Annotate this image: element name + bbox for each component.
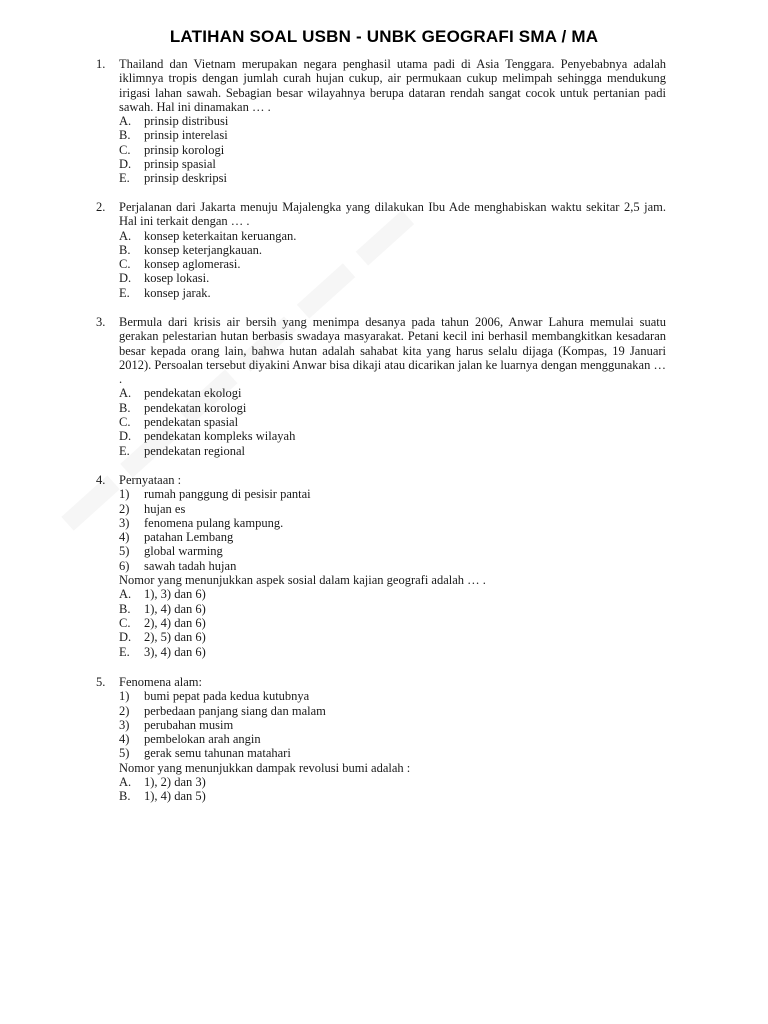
option-letter: B. (119, 400, 131, 415)
option-text: pendekatan ekologi (144, 386, 242, 401)
question-prompt: Nomor yang menunjukkan aspek sosial dalam kajian geografi adalah … . (119, 573, 486, 588)
statement-number: 5) (119, 746, 130, 761)
option-letter: E. (119, 171, 130, 186)
answer-option (119, 171, 666, 185)
option-text: pendekatan regional (144, 443, 245, 458)
statement-item (119, 502, 666, 516)
question-number: 2. (96, 200, 106, 214)
answer-option (119, 157, 666, 171)
option-text: 1), 4) dan 6) (144, 601, 206, 616)
option-text: 1), 4) dan 5) (144, 789, 206, 804)
statement-text: rumah panggung di pesisir pantai (144, 487, 311, 502)
question-number: 1. (96, 57, 106, 71)
answer-option (119, 616, 666, 630)
option-letter: A. (119, 587, 132, 602)
statement-number: 5) (119, 544, 130, 559)
answer-option (119, 243, 666, 257)
answer-option (119, 444, 666, 458)
statement-item (119, 718, 666, 732)
question-stem: Perjalanan dari Jakarta menuju Majalengka yang dilakukan Ibu Ade menghabiskan waktu sekitar 2,5 jam. Hal ini terkait dengan … . (119, 200, 666, 229)
answer-option (119, 271, 666, 285)
statement-number: 1) (119, 689, 130, 704)
question-number: 3. (96, 315, 106, 329)
answer-option (119, 630, 666, 644)
option-letter: A. (119, 114, 132, 129)
question-number: 5. (96, 675, 106, 689)
option-text: kosep lokasi. (144, 271, 210, 286)
option-letter: D. (119, 630, 132, 645)
option-text: prinsip deskripsi (144, 171, 227, 186)
answer-option (119, 429, 666, 443)
question-number: 4. (96, 473, 106, 487)
option-letter: B. (119, 128, 131, 143)
question-prompt: Nomor yang menunjukkan dampak revolusi bumi adalah : (119, 760, 411, 775)
answer-option (119, 415, 666, 429)
option-letter: A. (119, 775, 132, 790)
option-letter: C. (119, 142, 131, 157)
option-text: 1), 2) dan 3) (144, 775, 206, 790)
option-letter: B. (119, 601, 131, 616)
statement-number: 1) (119, 487, 130, 502)
statement-text: pembelokan arah angin (144, 732, 261, 747)
statement-number: 6) (119, 558, 130, 573)
option-text: pendekatan spasial (144, 415, 239, 430)
statement-number: 3) (119, 515, 130, 530)
option-letter: D. (119, 157, 132, 172)
option-letter: A. (119, 228, 132, 243)
statement-text: hujan es (144, 501, 186, 516)
option-text: prinsip interelasi (144, 128, 228, 143)
question-4 (96, 473, 666, 659)
option-text: 2), 4) dan 6) (144, 615, 206, 630)
answer-option (119, 789, 666, 803)
answer-option (119, 128, 666, 142)
option-letter: E. (119, 443, 130, 458)
option-letter: D. (119, 429, 132, 444)
option-text: 3), 4) dan 6) (144, 644, 206, 659)
statement-text: global warming (144, 544, 223, 559)
option-letter: B. (119, 242, 131, 257)
statement-item (119, 487, 666, 501)
statement-text: patahan Lembang (144, 530, 234, 545)
option-text: prinsip korologi (144, 142, 225, 157)
statement-text: fenomena pulang kampung. (144, 515, 284, 530)
option-text: prinsip spasial (144, 157, 216, 172)
statement-number: 3) (119, 717, 130, 732)
question-intro: Fenomena alam: (119, 675, 202, 689)
statement-text: perbedaan panjang siang dan malam (144, 703, 326, 718)
question-3 (96, 315, 666, 458)
statement-number: 4) (119, 732, 130, 747)
statement-number: 2) (119, 703, 130, 718)
option-text: konsep jarak. (144, 285, 211, 300)
statement-number: 4) (119, 530, 130, 545)
answer-option (119, 257, 666, 271)
option-text: pendekatan korologi (144, 400, 247, 415)
statement-item (119, 732, 666, 746)
page-title: LATIHAN SOAL USBN - UNBK GEOGRAFI SMA / MA (169, 27, 599, 46)
statement-item (119, 689, 666, 703)
option-text: prinsip distribusi (144, 114, 229, 129)
question-2 (96, 200, 666, 300)
answer-option (119, 602, 666, 616)
question-stem: Thailand dan Vietnam merupakan negara penghasil utama padi di Asia Tenggara. Penyebabnya adalah iklimnya tropis dengan jumlah curah hujan cukup, air permukaan cukup melimpah sehingga mendukung irigasi lahan sawah. Sebagian besar wilayahnya berupa dataran rendah sangat cocok untuk pertanian padi sawah. Hal ini dinamakan … . (119, 57, 666, 114)
option-letter: E. (119, 644, 130, 659)
answer-option (119, 229, 666, 243)
statement-item (119, 516, 666, 530)
option-letter: C. (119, 257, 131, 272)
answer-option (119, 114, 666, 128)
option-text: pendekatan kompleks wilayah (144, 429, 296, 444)
answer-option (119, 386, 666, 400)
answer-option (119, 143, 666, 157)
option-letter: B. (119, 789, 131, 804)
statement-item (119, 704, 666, 718)
answer-option (119, 775, 666, 789)
option-letter: C. (119, 415, 131, 430)
statement-text: perubahan musim (144, 717, 234, 732)
option-text: konsep keterjangkauan. (144, 242, 263, 257)
option-text: 2), 5) dan 6) (144, 630, 206, 645)
statement-text: bumi pepat pada kedua kutubnya (144, 689, 310, 704)
question-5 (96, 675, 666, 804)
question-1 (96, 57, 666, 186)
answer-option (119, 401, 666, 415)
question-stem: Bermula dari krisis air bersih yang menimpa desanya pada tahun 2006, Anwar Lahura memulai suatu gerakan pelestarian hutan berbasis swadaya masyarakat. Petani kecil ini berhasil membangkitkan kesadaran besar kepada orang lain, bahwa hutan adalah sahabat kita yang harus selalu dijaga (Kompas, 19 Januari 2012). Persoalan tersebut diyakini Anwar bisa dikaji atau dicarikan jalan ke luarnya dengan menggunakan … . (119, 315, 666, 387)
option-text: konsep aglomerasi. (144, 257, 241, 272)
option-letter: E. (119, 285, 130, 300)
statement-text: gerak semu tahunan matahari (144, 746, 291, 761)
answer-option (119, 286, 666, 300)
statement-text: sawah tadah hujan (144, 558, 237, 573)
statement-item (119, 544, 666, 558)
statement-number: 2) (119, 501, 130, 516)
statement-item (119, 530, 666, 544)
question-intro: Pernyataan : (119, 473, 182, 487)
option-text: konsep keterkaitan keruangan. (144, 228, 297, 243)
option-letter: A. (119, 386, 132, 401)
option-letter: D. (119, 271, 132, 286)
option-text: 1), 3) dan 6) (144, 587, 206, 602)
answer-option (119, 645, 666, 659)
statement-item (119, 746, 666, 760)
option-letter: C. (119, 615, 131, 630)
answer-option (119, 587, 666, 601)
statement-item (119, 559, 666, 573)
